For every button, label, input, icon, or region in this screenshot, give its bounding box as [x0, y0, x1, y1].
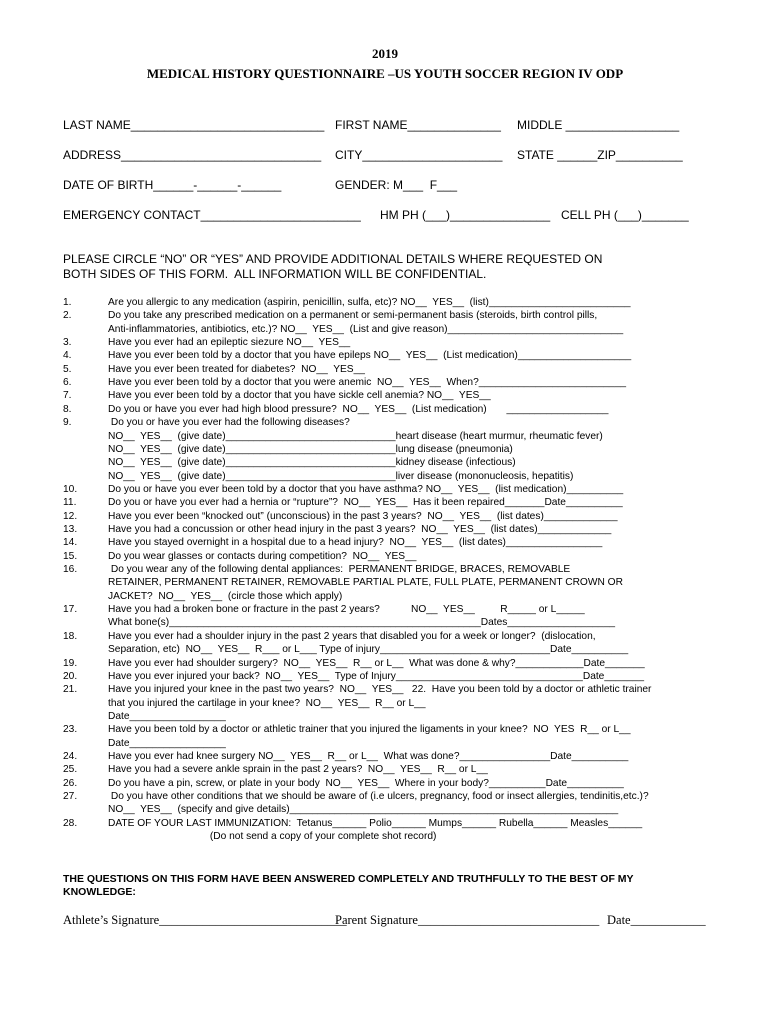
question-number: 14.: [63, 537, 78, 549]
question-text: Have you stayed overnight in a hospital due to a head injury? NO__ YES__ (list dates)_________________: [108, 537, 603, 549]
question-number: 7.: [63, 390, 72, 402]
instructions-line-2: BOTH SIDES OF THIS FORM. ALL INFORMATION WILL BE CONFIDENTIAL.: [63, 267, 487, 281]
address-field[interactable]: ADDRESS______________________________: [63, 148, 322, 162]
form-title: MEDICAL HISTORY QUESTIONNAIRE –US YOUTH SOCCER REGION IV ODP: [146, 66, 624, 81]
question-text: Are you allergic to any medication (aspirin, penicillin, sulfa, etc)? NO__ YES__ (list)_________________________: [108, 297, 631, 308]
question-number: 8.: [63, 403, 72, 415]
question-number: 4.: [63, 350, 72, 362]
question-text: Do you wear any of the following dental appliances: PERMANENT BRIDGE, BRACES, REMOVABLE: [108, 564, 571, 575]
date-of-birth-field[interactable]: DATE OF BIRTH______-______-______: [63, 178, 282, 192]
question-number: 19.: [63, 657, 78, 669]
question-text: Do you take any prescribed medication on a permanent or semi-permanent basis (steroids, birth control pills,: [108, 310, 598, 322]
question-number: 2.: [63, 310, 72, 322]
state-zip-field[interactable]: STATE ______ZIP__________: [517, 148, 683, 162]
question-number: 9.: [63, 417, 72, 429]
question-text: Have you ever been told by a doctor that you have epileps NO__ YES__ (List medication)____________________: [108, 350, 632, 362]
question-number: 27.: [63, 791, 78, 802]
question-text: Have you been told by a doctor or athletic trainer that you injured the ligaments in your knee? NO YES R__ or L__: [108, 724, 631, 736]
attestation-line-1: THE QUESTIONS ON THIS FORM HAVE BEEN ANSWERED COMPLETELY AND TRUTHFULLY TO THE BEST OF MY: [63, 873, 634, 885]
question-text: NO__ YES__ (specify and give details)__________________________________________________________: [108, 804, 619, 816]
question-text: Have you ever had a shoulder injury in the past 2 years that disabled you for a week or longer? (dislocation,: [108, 630, 596, 642]
emergency-contact-field[interactable]: EMERGENCY CONTACT________________________: [63, 208, 361, 222]
question-number: 23.: [63, 724, 78, 736]
question-number: 10.: [63, 483, 78, 495]
question-number: 20.: [63, 670, 78, 682]
instructions-line-1: PLEASE CIRCLE “NO” OR “YES” AND PROVIDE ADDITIONAL DETAILS WHERE REQUESTED ON: [63, 252, 603, 266]
question-text: (Do not send a copy of your complete shot record): [108, 831, 437, 842]
question-text: NO__ YES__ (give date)______________________________lung disease (pneumonia): [108, 443, 513, 455]
question-text: Separation, etc) NO__ YES__ R___ or L___ Type of injury______________________________Date__________: [108, 644, 629, 656]
question-number: 26.: [63, 777, 78, 789]
question-text: Have you had a concussion or other head injury in the past 3 years? NO__ YES__ (list dates)_____________: [108, 524, 612, 535]
signature-date-field[interactable]: Date____________: [607, 913, 706, 927]
question-number: 11.: [63, 497, 77, 509]
form-year: 2019: [372, 46, 398, 61]
question-text: Have you had a severe ankle sprain in the past 2 years? NO__ YES__ R__ or L__: [108, 764, 488, 776]
question-number: 16.: [63, 564, 78, 575]
question-number: 17.: [63, 604, 78, 615]
question-text: Have you had a broken bone or fracture in the past 2 years? NO__ YES__ R_____ or L_____: [108, 604, 585, 615]
question-number: 24.: [63, 750, 78, 762]
question-text: NO__ YES__ (give date)______________________________liver disease (mononucleosis, hepatitis): [108, 470, 574, 482]
first-name-field[interactable]: FIRST NAME______________: [335, 118, 501, 132]
question-text: Do you or have you ever had a hernia or “rupture”? NO__ YES__ Has it been repaired_______Date__________: [108, 497, 623, 509]
question-text: Have you ever injured your back? NO__ YES__ Type of Injury_________________________________Date_______: [108, 670, 645, 682]
question-number: 18.: [63, 630, 78, 642]
question-text: Do you or have you ever had high blood pressure? NO__ YES__ (List medication) __________________: [108, 403, 609, 415]
middle-name-field[interactable]: MIDDLE _________________: [517, 118, 680, 132]
question-text: Date_________________: [108, 737, 226, 749]
question-text: Date_________________: [108, 710, 226, 722]
question-number: 15.: [63, 550, 78, 562]
question-text: Do you or have you ever been told by a doctor that you have asthma? NO__ YES__ (list medication)__________: [108, 483, 624, 495]
question-text: RETAINER, PERMANENT RETAINER, REMOVABLE PARTIAL PLATE, FULL PLATE, PERMANENT CROWN OR: [108, 577, 623, 589]
question-number: 3.: [63, 337, 72, 349]
question-text: Have you ever been told by a doctor that you were anemic NO__ YES__ When?__________________________: [108, 377, 627, 389]
athlete-signature-field[interactable]: Athlete’s Signature______________________________: [63, 913, 347, 927]
question-text: What bone(s)_______________________________________________________Dates___________________: [108, 617, 616, 629]
question-text: Have you ever had an epileptic siezure NO__ YES__: [108, 337, 351, 349]
question-text: Have you ever had shoulder surgery? NO__ YES__ R__ or L__ What was done & why?____________Date_______: [108, 657, 645, 669]
question-text: Have you ever had knee surgery NO__ YES__ R__ or L__ What was done?________________Date__________: [108, 750, 629, 762]
question-text: Have you ever been treated for diabetes? NO__ YES__: [108, 363, 365, 375]
question-number: 5.: [63, 363, 72, 375]
question-text: JACKET? NO__ YES__ (circle those which apply): [108, 590, 343, 602]
question-number: 28.: [63, 817, 78, 829]
question-text: Anti-inflammatories, antibiotics, etc.)? NO__ YES__ (List and give reason)_______________________________: [108, 323, 624, 335]
question-number: 6.: [63, 377, 72, 389]
question-text: DATE OF YOUR LAST IMMUNIZATION: Tetanus______ Polio______ Mumps______ Rubella______ Measles______: [108, 817, 643, 829]
question-text: Do you wear glasses or contacts during competition? NO__ YES__: [108, 550, 417, 562]
question-number: 25.: [63, 764, 78, 776]
cell-phone-field[interactable]: CELL PH (___)_______: [561, 208, 689, 222]
question-text: Have you injured your knee in the past two years? NO__ YES__ 22. Have you been told by a doctor or athletic trainer: [108, 684, 652, 696]
gender-field[interactable]: GENDER: M___ F___: [335, 178, 458, 192]
question-text: Have you ever been “knocked out” (unconscious) in the past 3 years? NO__ YES__ (list dates)_____________: [108, 510, 618, 522]
question-number: 21.: [63, 684, 78, 696]
question-text: Do you or have you ever had the following diseases?: [108, 417, 350, 429]
parent-signature-field[interactable]: Parent Signature_____________________________: [335, 913, 600, 927]
attestation-line-2: KNOWLEDGE:: [63, 886, 136, 898]
question-number: 12.: [63, 510, 78, 522]
question-text: Have you ever been told by a doctor that you have sickle cell anemia? NO__ YES__: [108, 390, 491, 402]
question-text: NO__ YES__ (give date)______________________________kidney disease (infectious): [108, 457, 516, 469]
city-field[interactable]: CITY_____________________: [335, 148, 503, 162]
question-text: NO__ YES__ (give date)______________________________heart disease (heart murmur, rheumatic fever): [108, 430, 603, 442]
question-text: that you injured the cartilage in your knee? NO__ YES__ R__ or L__: [108, 697, 426, 709]
question-number: 13.: [63, 524, 78, 535]
last-name-field[interactable]: LAST NAME_____________________________: [63, 118, 325, 132]
question-number: 1.: [63, 297, 72, 308]
question-text: Do you have other conditions that we should be aware of (i.e ulcers, pregnancy, food or insect allergies, tendinitis,etc.)?: [108, 791, 649, 802]
home-phone-field[interactable]: HM PH (___)_______________: [380, 208, 551, 222]
question-text: Do you have a pin, screw, or plate in your body NO__ YES__ Where in your body?__________Date__________: [108, 777, 624, 789]
